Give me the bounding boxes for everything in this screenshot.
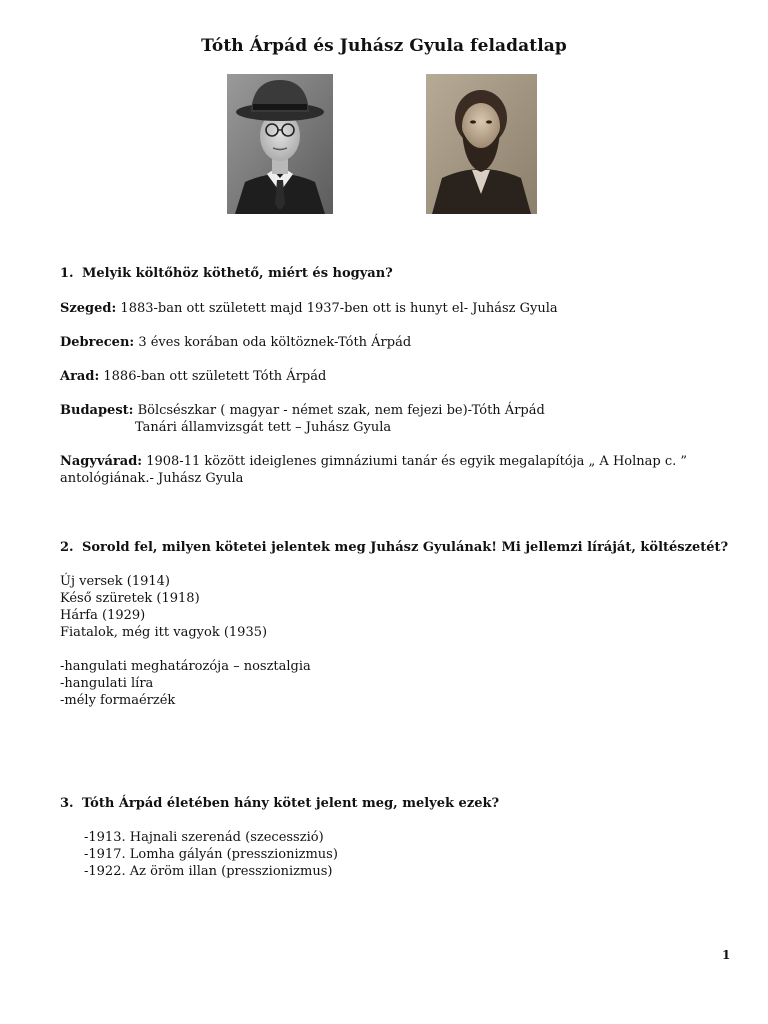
question-3-heading [60,795,499,812]
place-detail: Bölcsészkar ( magyar - német szak, nem fejezi be)-Tóth Árpád [133,403,545,418]
portrait-photo-icon [227,74,333,214]
q2-trait: -mély formaérzék [60,693,176,708]
place-label: Budapest: [60,403,134,418]
page-title: Tóth Árpád és Juhász Gyula feladatlap [201,36,567,56]
place-detail: 1883-ban ott született majd 1937-ben ott is hunyt el- Juhász Gyula [116,301,558,316]
question-text: Melyik költőhöz köthető, miért és hogyan? [82,266,393,281]
q2-volume: Késő szüretek (1918) [60,591,200,606]
place-detail: 1886-ban ott született Tóth Árpád [99,369,327,384]
q1-item-szeged [60,300,558,317]
q1-item-budapest [60,402,545,419]
place-label: Szeged: [60,301,117,316]
q1-item-arad [60,368,326,385]
portrait-photo-right [426,74,537,214]
question-text: Sorold fel, milyen kötetei jelentek meg Juhász Gyulának! Mi jellemzi líráját, költészetét? [82,540,729,555]
question-text: Tóth Árpád életében hány kötet jelent meg, melyek ezek? [82,796,500,811]
place-detail: 1908-11 között ideiglenes gimnáziumi tanár és egyik megalapítója „ A Holnap c. ” [142,454,688,469]
page-number: 1 [722,948,731,962]
place-label: Debrecen: [60,335,135,350]
q2-volume: Új versek (1914) [60,574,170,589]
q1-item-nagyvarad-line2: antológiának.- Juhász Gyula [60,471,244,486]
question-1-heading [60,265,393,282]
question-number: 2. [60,540,74,555]
q1-item-debrecen [60,334,411,351]
q3-volume: -1913. Hajnali szerenád (szecesszió) [84,830,324,845]
question-number: 1. [60,266,74,281]
q3-volume: -1917. Lomha gályán (presszionizmus) [84,847,338,862]
place-label: Nagyvárad: [60,454,143,469]
q2-volume: Hárfa (1929) [60,608,146,623]
place-detail: 3 éves korában oda költöznek-Tóth Árpád [134,335,412,350]
question-number: 3. [60,796,74,811]
q3-volume: -1922. Az öröm illan (presszionizmus) [84,864,333,879]
q2-trait: -hangulati meghatározója – nosztalgia [60,659,311,674]
portrait-photo-icon [426,74,537,214]
portrait-photo-left [227,74,333,214]
q2-volume: Fiatalok, még itt vagyok (1935) [60,625,268,640]
place-label: Arad: [60,369,100,384]
q1-item-nagyvarad [60,453,687,470]
q2-trait: -hangulati líra [60,676,154,691]
question-2-heading [60,539,728,556]
q1-item-budapest-line2: Tanári államvizsgát tett – Juhász Gyula [135,420,392,435]
